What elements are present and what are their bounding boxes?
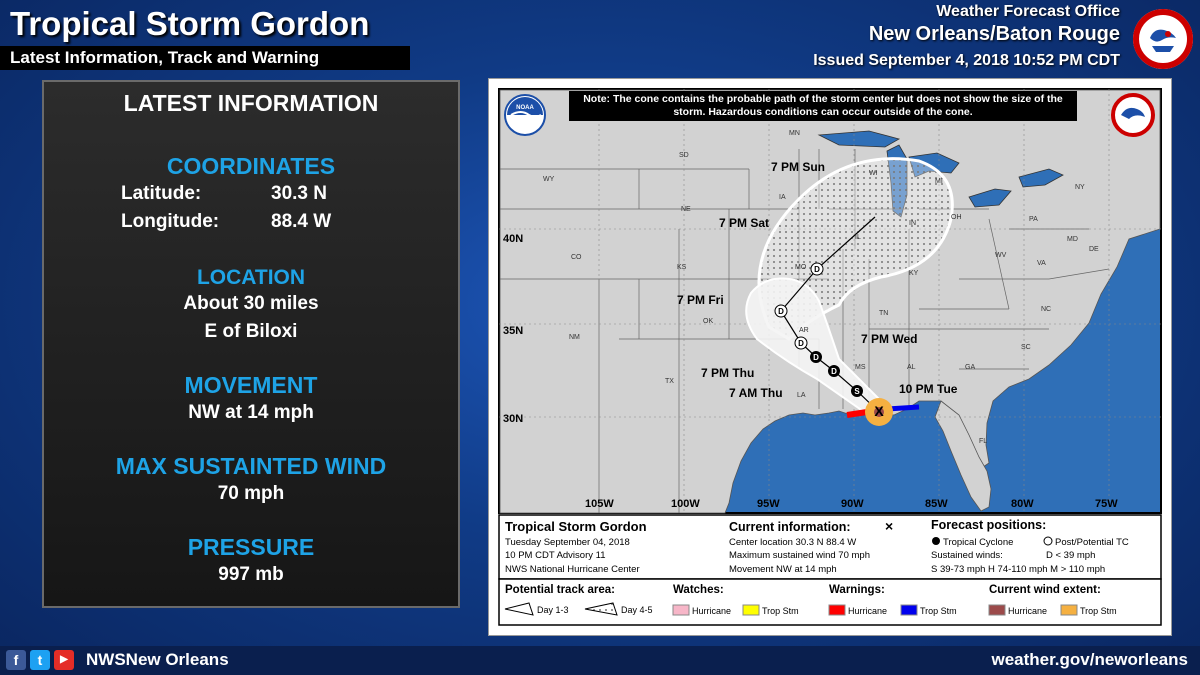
legend-storm-name: Tropical Storm Gordon: [505, 519, 647, 534]
state-label: NM: [569, 334, 580, 341]
legend-watch-hurricane: Hurricane: [692, 606, 732, 616]
location-line-2: E of Biloxi: [204, 321, 298, 342]
footer-bar: [0, 646, 1200, 675]
lon-label-100w: 100W: [671, 498, 700, 510]
state-label: NY: [1075, 184, 1085, 191]
pressure-title: PRESSURE: [187, 534, 315, 560]
marker-7pm-fri-letter: D: [798, 339, 804, 348]
noaa-logo-icon: [505, 95, 545, 135]
longitude-value: 88.4 W: [271, 211, 332, 232]
lon-label-90w: 90W: [841, 498, 864, 510]
location-line-1: About 30 miles: [183, 293, 319, 314]
label-7pm-sun: 7 PM Sun: [771, 160, 826, 174]
social-handle[interactable]: NWSNew Orleans: [86, 650, 229, 669]
legend-day-4-5: Day 4-5: [621, 605, 653, 615]
extent-tropstm-swatch: [1061, 605, 1077, 615]
latest-information-panel: [42, 80, 460, 608]
state-label: NC: [1041, 306, 1052, 313]
legend-forecast-title: Forecast positions:: [931, 518, 1047, 532]
lat-label-35n: 35N: [503, 325, 524, 337]
warn-hurricane-swatch: [829, 605, 845, 615]
issued-time: Issued September 4, 2018 10:52 PM CDT: [813, 52, 1120, 69]
state-label: IA: [779, 194, 786, 201]
state-label: WI: [869, 170, 878, 177]
label-7pm-thu: 7 PM Thu: [701, 366, 755, 380]
state-label: LA: [797, 392, 806, 399]
lon-label-95w: 95W: [757, 498, 780, 510]
state-label: NE: [681, 206, 691, 213]
page-title: Tropical Storm Gordon: [10, 5, 370, 42]
marker-7pm-sat-letter: D: [778, 307, 784, 316]
header-right: [813, 2, 1120, 72]
website-link[interactable]: weather.gov/neworleans: [991, 650, 1188, 669]
coordinates-title: COORDINATES: [166, 153, 336, 179]
lon-label-80w: 80W: [1011, 498, 1034, 510]
legend-warn-hurricane: Hurricane: [848, 606, 888, 616]
lon-label-75w: 75W: [1095, 498, 1118, 510]
legend-forecast-tc: Tropical Cyclone: [943, 537, 1014, 548]
legend-date: Tuesday September 04, 2018: [505, 537, 630, 548]
state-label: IN: [909, 220, 916, 227]
state-label: MO: [795, 264, 807, 271]
legend-winds-label: Sustained winds:: [931, 550, 1003, 561]
twitter-icon[interactable]: t: [30, 650, 50, 670]
legend-current-line-1: Center location 30.3 N 88.4 W: [729, 537, 857, 548]
state-label: AR: [799, 327, 809, 334]
marker-7pm-wed-letter: S: [854, 387, 860, 396]
office-location: New Orleans/Baton Rouge: [868, 23, 1120, 45]
legend-extent-tropstm: Trop Stm: [1080, 606, 1117, 616]
marker-7pm-thu-letter: D: [813, 353, 819, 362]
legend-day-1-3: Day 1-3: [537, 605, 569, 615]
legend-center: NWS National Hurricane Center: [505, 564, 640, 575]
state-label: MS: [855, 364, 866, 371]
state-label: MD: [1067, 236, 1078, 243]
state-label: TN: [879, 310, 889, 317]
latitude-label: Latitude:: [121, 183, 202, 204]
legend-track-title: Potential track area:: [505, 584, 615, 596]
lat-label-40n: 40N: [503, 233, 524, 245]
state-label: PA: [1029, 216, 1038, 223]
label-10pm-tue: 10 PM Tue: [899, 382, 958, 396]
latitude-value: 30.3 N: [271, 183, 327, 204]
post-tc-circle-icon: [1044, 537, 1052, 545]
label-7pm-sat: 7 PM Sat: [719, 216, 770, 230]
cone-map-svg: [489, 79, 1171, 635]
legend-left: [505, 519, 647, 575]
state-label: SD: [679, 152, 689, 159]
state-label: OH: [951, 214, 962, 221]
social-links: [6, 650, 74, 670]
longitude-label: Longitude:: [121, 211, 220, 232]
noaa-label: NOAA: [516, 105, 534, 111]
max-wind-value: 70 mph: [217, 483, 285, 504]
marker-7pm-sun-letter: D: [814, 265, 820, 274]
legend-forecast-post: Post/Potential TC: [1055, 537, 1129, 548]
state-label: AL: [907, 364, 916, 371]
legend-extent-hurricane: Hurricane: [1008, 606, 1048, 616]
state-label: MN: [789, 130, 800, 137]
legend-winds-shm: S 39-73 mph H 74-110 mph M > 110 mph: [931, 564, 1106, 575]
legend-watch-tropstm: Trop Stm: [762, 606, 799, 616]
marker-7am-thu-letter: D: [831, 367, 837, 376]
page-subtitle: Latest Information, Track and Warning: [0, 46, 410, 70]
watch-hurricane-swatch: [673, 605, 689, 615]
state-label: IL: [855, 234, 861, 241]
legend-wind-extent-title: Current wind extent:: [989, 584, 1101, 596]
legend-current-marker: ×: [885, 518, 894, 534]
lat-label-30n: 30N: [503, 413, 524, 425]
state-label: VA: [1037, 260, 1046, 267]
legend-warnings-title: Warnings:: [829, 584, 885, 596]
latitude-row: [44, 180, 458, 208]
state-label: MI: [935, 178, 943, 185]
facebook-icon[interactable]: f: [6, 650, 26, 670]
extent-hurricane-swatch: [989, 605, 1005, 615]
legend-current-title: Current information:: [729, 520, 851, 534]
state-label: FL: [979, 438, 988, 445]
state-label: WY: [543, 176, 555, 183]
header-left: [10, 4, 369, 44]
state-label: GA: [965, 364, 976, 371]
nws-logo-icon: [1132, 8, 1194, 70]
youtube-icon[interactable]: ▶: [54, 650, 74, 670]
cone-note: [569, 91, 1077, 125]
current-position-marker: X: [874, 403, 884, 419]
legend-current-line-3: Movement NW at 14 mph: [729, 564, 837, 575]
label-7pm-wed: 7 PM Wed: [861, 332, 918, 346]
max-wind-title: MAX SUSTAINTED WIND: [115, 453, 387, 479]
lon-label-85w: 85W: [925, 498, 948, 510]
office-name: Weather Forecast Office: [936, 3, 1120, 20]
legend-advisory: 10 PM CDT Advisory 11: [505, 550, 606, 561]
legend-current-line-2: Maximum sustained wind 70 mph: [729, 550, 870, 561]
warn-tropstm-swatch: [901, 605, 917, 615]
pressure-value: 997 mb: [218, 564, 284, 585]
movement-title: MOVEMENT: [184, 372, 318, 398]
lon-label-105w: 105W: [585, 498, 614, 510]
storm-track-map: [488, 78, 1172, 636]
longitude-row: [44, 208, 458, 236]
state-label: OK: [703, 318, 714, 325]
state-label: WV: [995, 252, 1007, 259]
legend-warn-tropstm: Trop Stm: [920, 606, 957, 616]
cone-note-text: Note: The cone contains the probable path of the storm center but does not show the size of the storm. Hazardous conditions can occur outside of the cone.: [569, 91, 1077, 121]
tropical-cyclone-dot-icon: [932, 537, 940, 545]
movement-value: NW at 14 mph: [188, 402, 314, 423]
legend-watches-title: Watches:: [673, 584, 724, 596]
state-label: TX: [665, 378, 674, 385]
legend-winds-d: D < 39 mph: [1046, 550, 1096, 561]
state-label: KS: [677, 264, 687, 271]
nws-small-logo-icon: [1113, 95, 1153, 135]
state-label: KY: [909, 270, 919, 277]
label-7pm-fri: 7 PM Fri: [677, 293, 724, 307]
location-title: LOCATION: [196, 266, 306, 289]
state-label: CO: [571, 254, 582, 261]
label-7am-thu: 7 AM Thu: [729, 386, 783, 400]
state-label: SC: [1021, 344, 1031, 351]
watch-tropstm-swatch: [743, 605, 759, 615]
state-label: DE: [1089, 246, 1099, 253]
panel-heading: LATEST INFORMATION: [123, 90, 379, 116]
